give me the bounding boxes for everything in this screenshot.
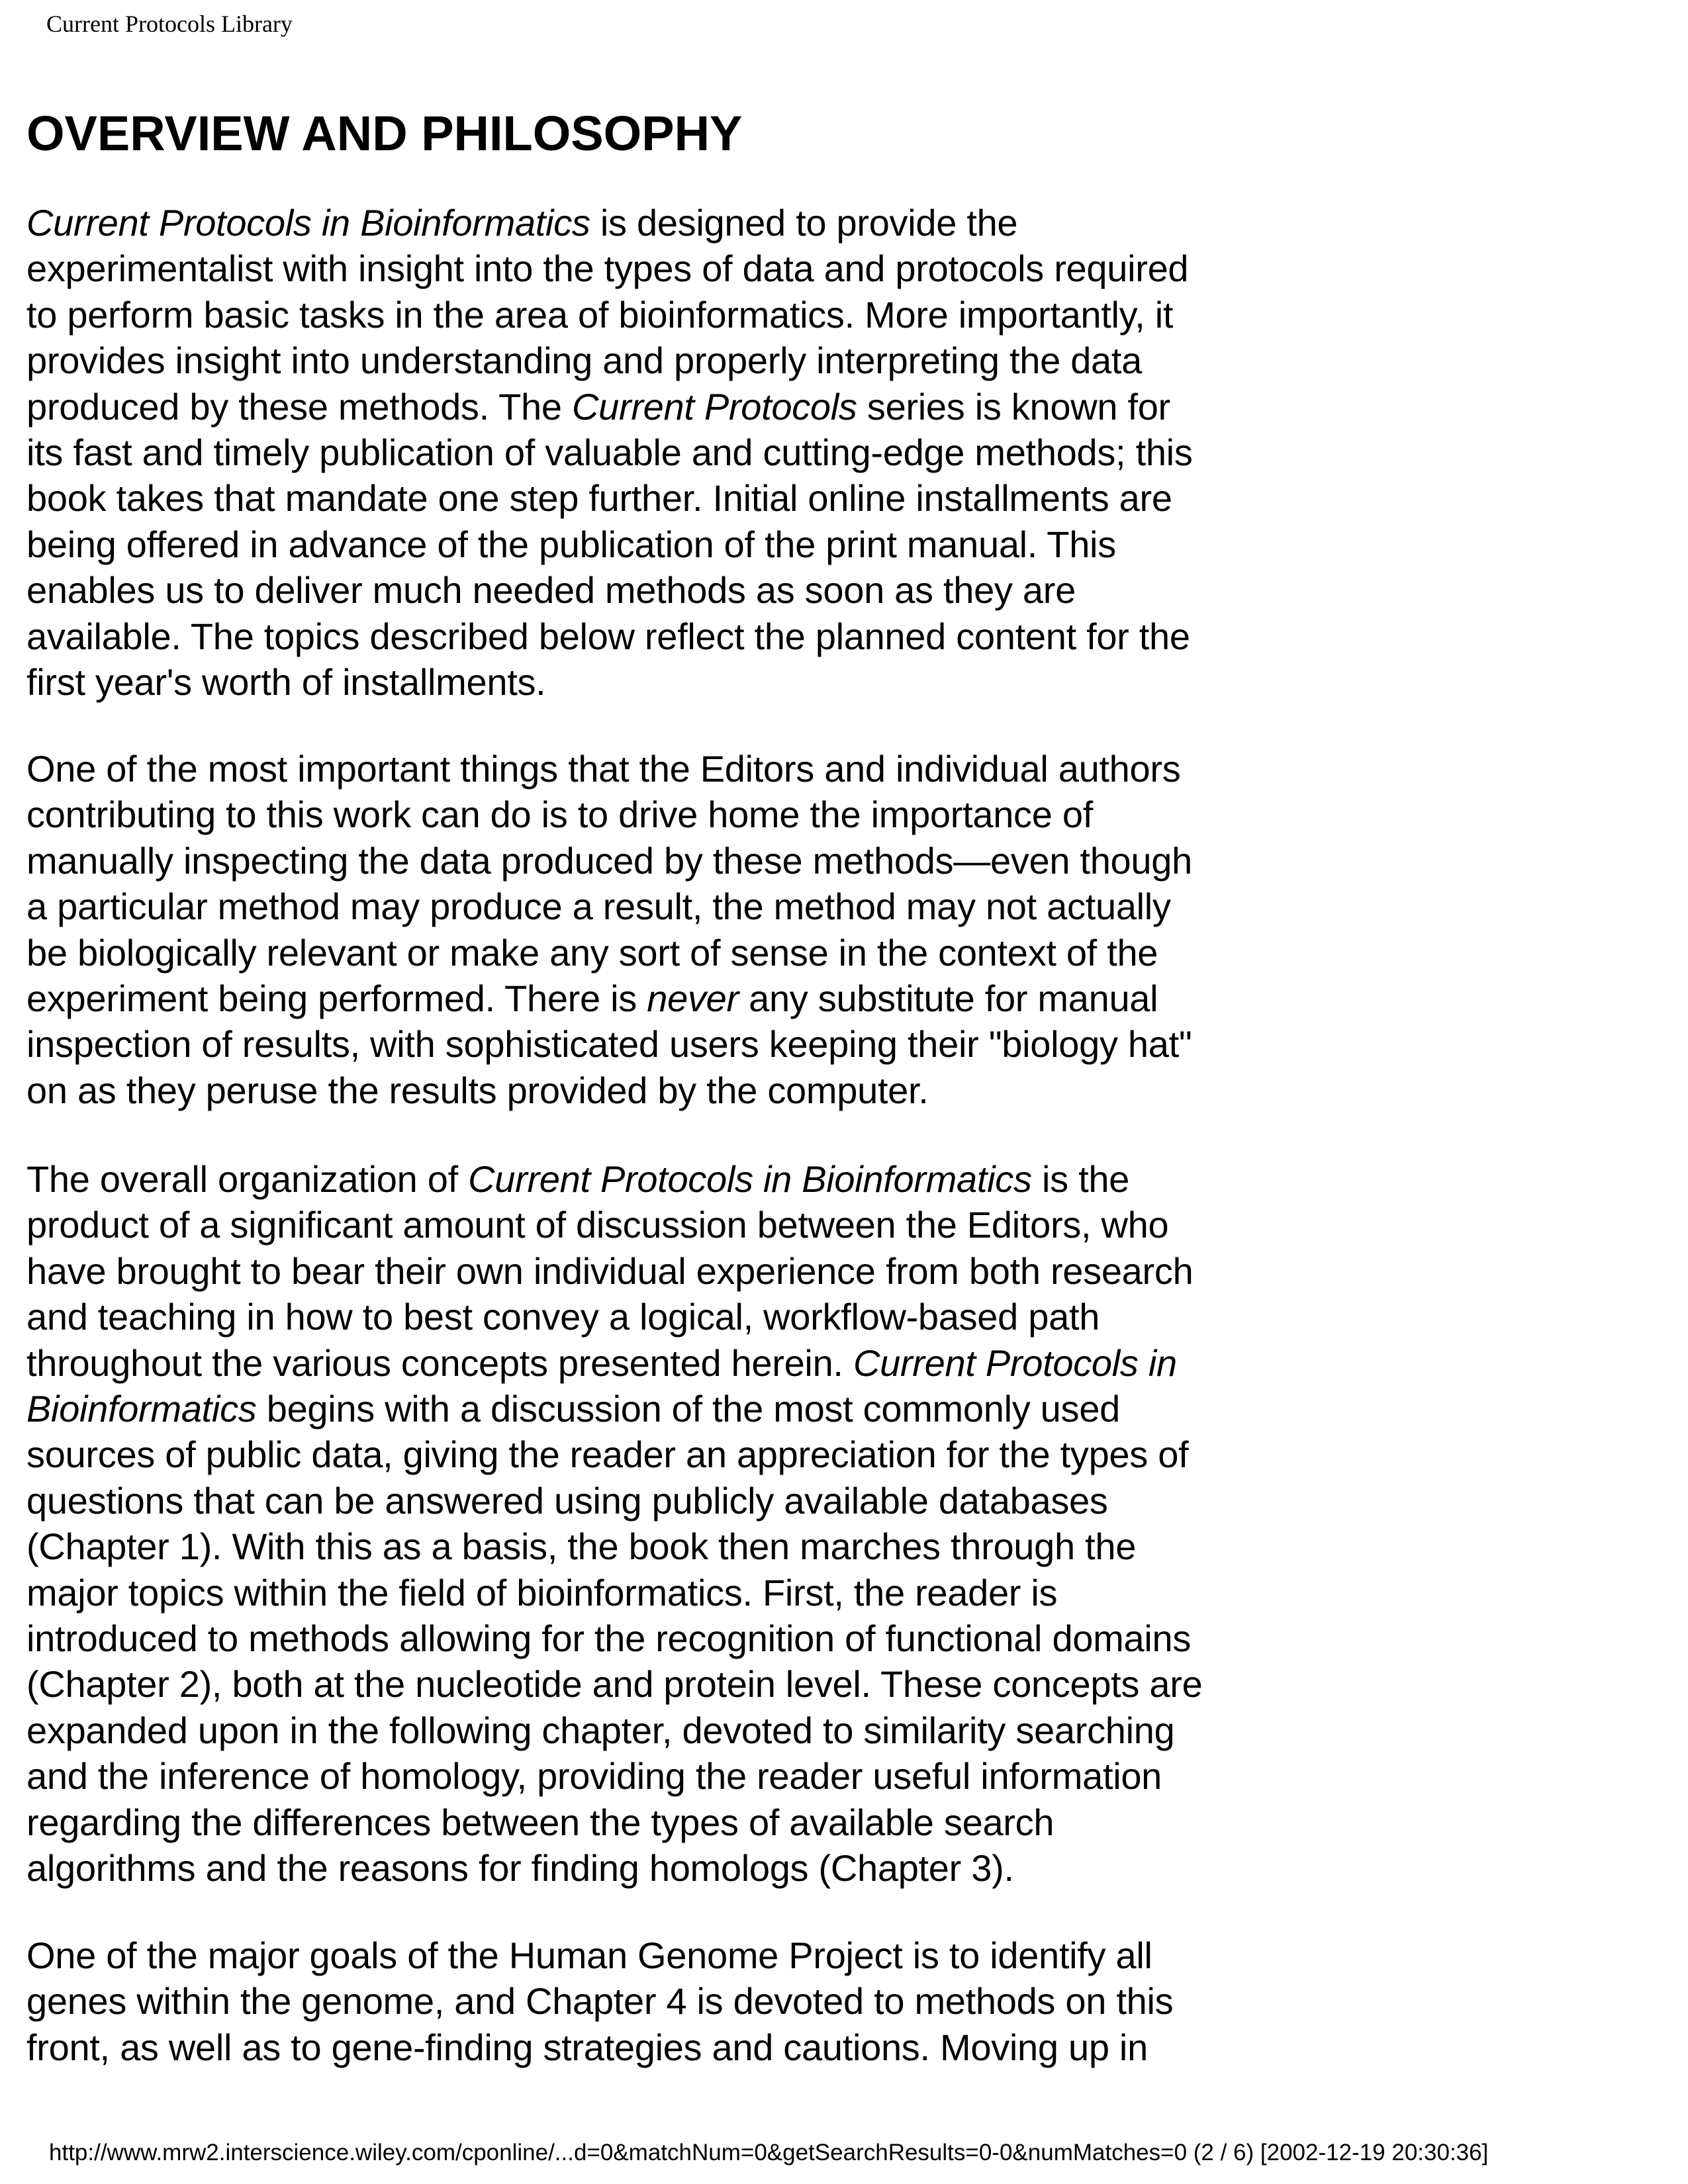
text-line: [26, 792, 1271, 837]
text-run: front, as well as to gene-finding strategies and cautions. Moving up in: [26, 2026, 1148, 2068]
text-run: regarding the differences between the types of available search: [26, 1801, 1055, 1843]
text-line: [26, 1845, 1271, 1891]
text-line: [26, 1753, 1271, 1799]
text-run: product of a significant amount of discussion between the Editors, who: [26, 1204, 1169, 1246]
text-line: [26, 838, 1271, 884]
text-run: introduced to methods allowing for the recognition of functional domains: [26, 1617, 1192, 1660]
text-run: (Chapter 1). With this as a basis, the book then marches through the: [26, 1525, 1137, 1568]
text-line: [26, 1248, 1271, 1294]
text-line: [26, 1294, 1271, 1340]
text-run: One of the most important things that the Editors and individual authors: [26, 748, 1181, 790]
text-run: genes within the genome, and Chapter 4 is devoted to methods on this: [26, 1980, 1174, 2023]
text-run: available. The topics described below reflect the planned content for the: [26, 615, 1190, 657]
text-line: [26, 246, 1271, 291]
text-run: be biologically relevant or make any sort of sense in the context of the: [26, 931, 1158, 974]
text-line: [26, 1524, 1271, 1569]
text-line: [26, 292, 1271, 338]
page-title: OVERVIEW AND PHILOSOPHY: [26, 106, 743, 161]
text-line: [26, 1478, 1271, 1524]
text-run: and teaching in how to best convey a logical, workflow-based path: [26, 1296, 1100, 1338]
text-line: [26, 1068, 1271, 1113]
text-run: and the inference of homology, providing the reader useful information: [26, 1755, 1162, 1797]
text-run: first year's worth of installments.: [26, 661, 546, 704]
text-run: begins with a discussion of the most commonly used: [256, 1388, 1120, 1430]
text-line: [26, 200, 1271, 246]
text-run: any substitute for manual: [738, 978, 1158, 1020]
text-run: manually inspecting the data produced by these methods—even though: [26, 839, 1192, 882]
text-run: questions that can be answered using publicly available databases: [26, 1479, 1108, 1522]
text-line: [26, 522, 1271, 567]
text-run: a particular method may produce a result, the method may not actually: [26, 886, 1171, 928]
text-run: book takes that mandate one step further. Initial online installments are: [26, 477, 1172, 520]
italic-text: never: [647, 978, 739, 1020]
text-run: enables us to deliver much needed methods as soon as they are: [26, 569, 1076, 612]
text-line: [26, 930, 1271, 976]
text-line: [26, 1021, 1271, 1067]
text-line: [26, 1156, 1271, 1202]
text-run: have brought to bear their own individual experience from both research: [26, 1250, 1194, 1292]
text-line: [26, 1978, 1271, 2024]
text-run: sources of public data, giving the reader an appreciation for the types of: [26, 1433, 1189, 1476]
text-run: its fast and timely publication of valuable and cutting-edge methods; this: [26, 432, 1193, 474]
text-run: provides insight into understanding and properly interpreting the data: [26, 340, 1143, 382]
text-line: [26, 1386, 1271, 1432]
text-line: [26, 1570, 1271, 1615]
text-line: [26, 1615, 1271, 1661]
text-line: [26, 884, 1271, 929]
text-line: [26, 2025, 1271, 2070]
text-run: The overall organization of: [26, 1158, 469, 1200]
paragraph-intro: [26, 200, 1271, 705]
text-run: throughout the various concepts presented herein.: [26, 1342, 853, 1384]
text-line: [26, 1432, 1271, 1477]
text-line: [26, 659, 1271, 705]
italic-text: Current Protocols: [571, 385, 857, 428]
italic-text: Current Protocols in Bioinformatics: [468, 1158, 1032, 1200]
text-run: is the: [1031, 1158, 1130, 1200]
text-line: [26, 1340, 1271, 1386]
italic-text: Bioinformatics: [26, 1388, 257, 1430]
text-line: [26, 430, 1271, 475]
text-line: [26, 1933, 1271, 1978]
text-run: series is known for: [857, 385, 1170, 428]
text-run: (Chapter 2), both at the nucleotide and protein level. These concepts are: [26, 1663, 1203, 1706]
library-header: Current Protocols Library: [46, 11, 293, 37]
italic-text: Current Protocols in Bioinformatics: [26, 202, 590, 244]
text-line: [26, 1799, 1271, 1845]
text-line: [26, 338, 1271, 383]
text-run: experimentalist with insight into the types of data and protocols required: [26, 248, 1189, 290]
text-line: [26, 475, 1271, 521]
text-run: to perform basic tasks in the area of bioinformatics. More importantly, it: [26, 293, 1174, 336]
text-run: major topics within the field of bioinformatics. First, the reader is: [26, 1571, 1058, 1614]
text-run: being offered in advance of the publication of the print manual. This: [26, 523, 1116, 565]
text-run: on as they peruse the results provided by the computer.: [26, 1069, 929, 1111]
paragraph-manual-inspection: [26, 746, 1271, 1113]
text-line: [26, 384, 1271, 430]
text-run: expanded upon in the following chapter, devoted to similarity searching: [26, 1709, 1175, 1751]
text-line: [26, 1707, 1271, 1753]
footer-url: http://www.mrw2.interscience.wiley.com/cponline/...d=0&matchNum=0&getSearchResults=0-0&numMatches=0 (2 / 6) [2002-12-19 20:30:36]: [49, 2140, 1489, 2165]
text-run: contributing to this work can do is to drive home the importance of: [26, 794, 1093, 836]
text-line: [26, 976, 1271, 1021]
paragraph-human-genome: [26, 1933, 1271, 2070]
text-line: [26, 746, 1271, 792]
italic-text: Current Protocols in: [853, 1342, 1177, 1384]
text-run: experiment being performed. There is: [26, 978, 647, 1020]
text-run: One of the major goals of the Human Genome Project is to identify all: [26, 1934, 1152, 1976]
text-run: algorithms and the reasons for finding homologs (Chapter 3).: [26, 1847, 1014, 1889]
text-run: is designed to provide the: [590, 202, 1018, 244]
text-run: inspection of results, with sophisticated users keeping their "biology hat": [26, 1023, 1192, 1066]
text-line: [26, 614, 1271, 659]
text-line: [26, 1202, 1271, 1248]
text-run: produced by these methods. The: [26, 385, 572, 428]
text-line: [26, 567, 1271, 613]
text-line: [26, 1661, 1271, 1707]
paragraph-organization: [26, 1156, 1271, 1891]
